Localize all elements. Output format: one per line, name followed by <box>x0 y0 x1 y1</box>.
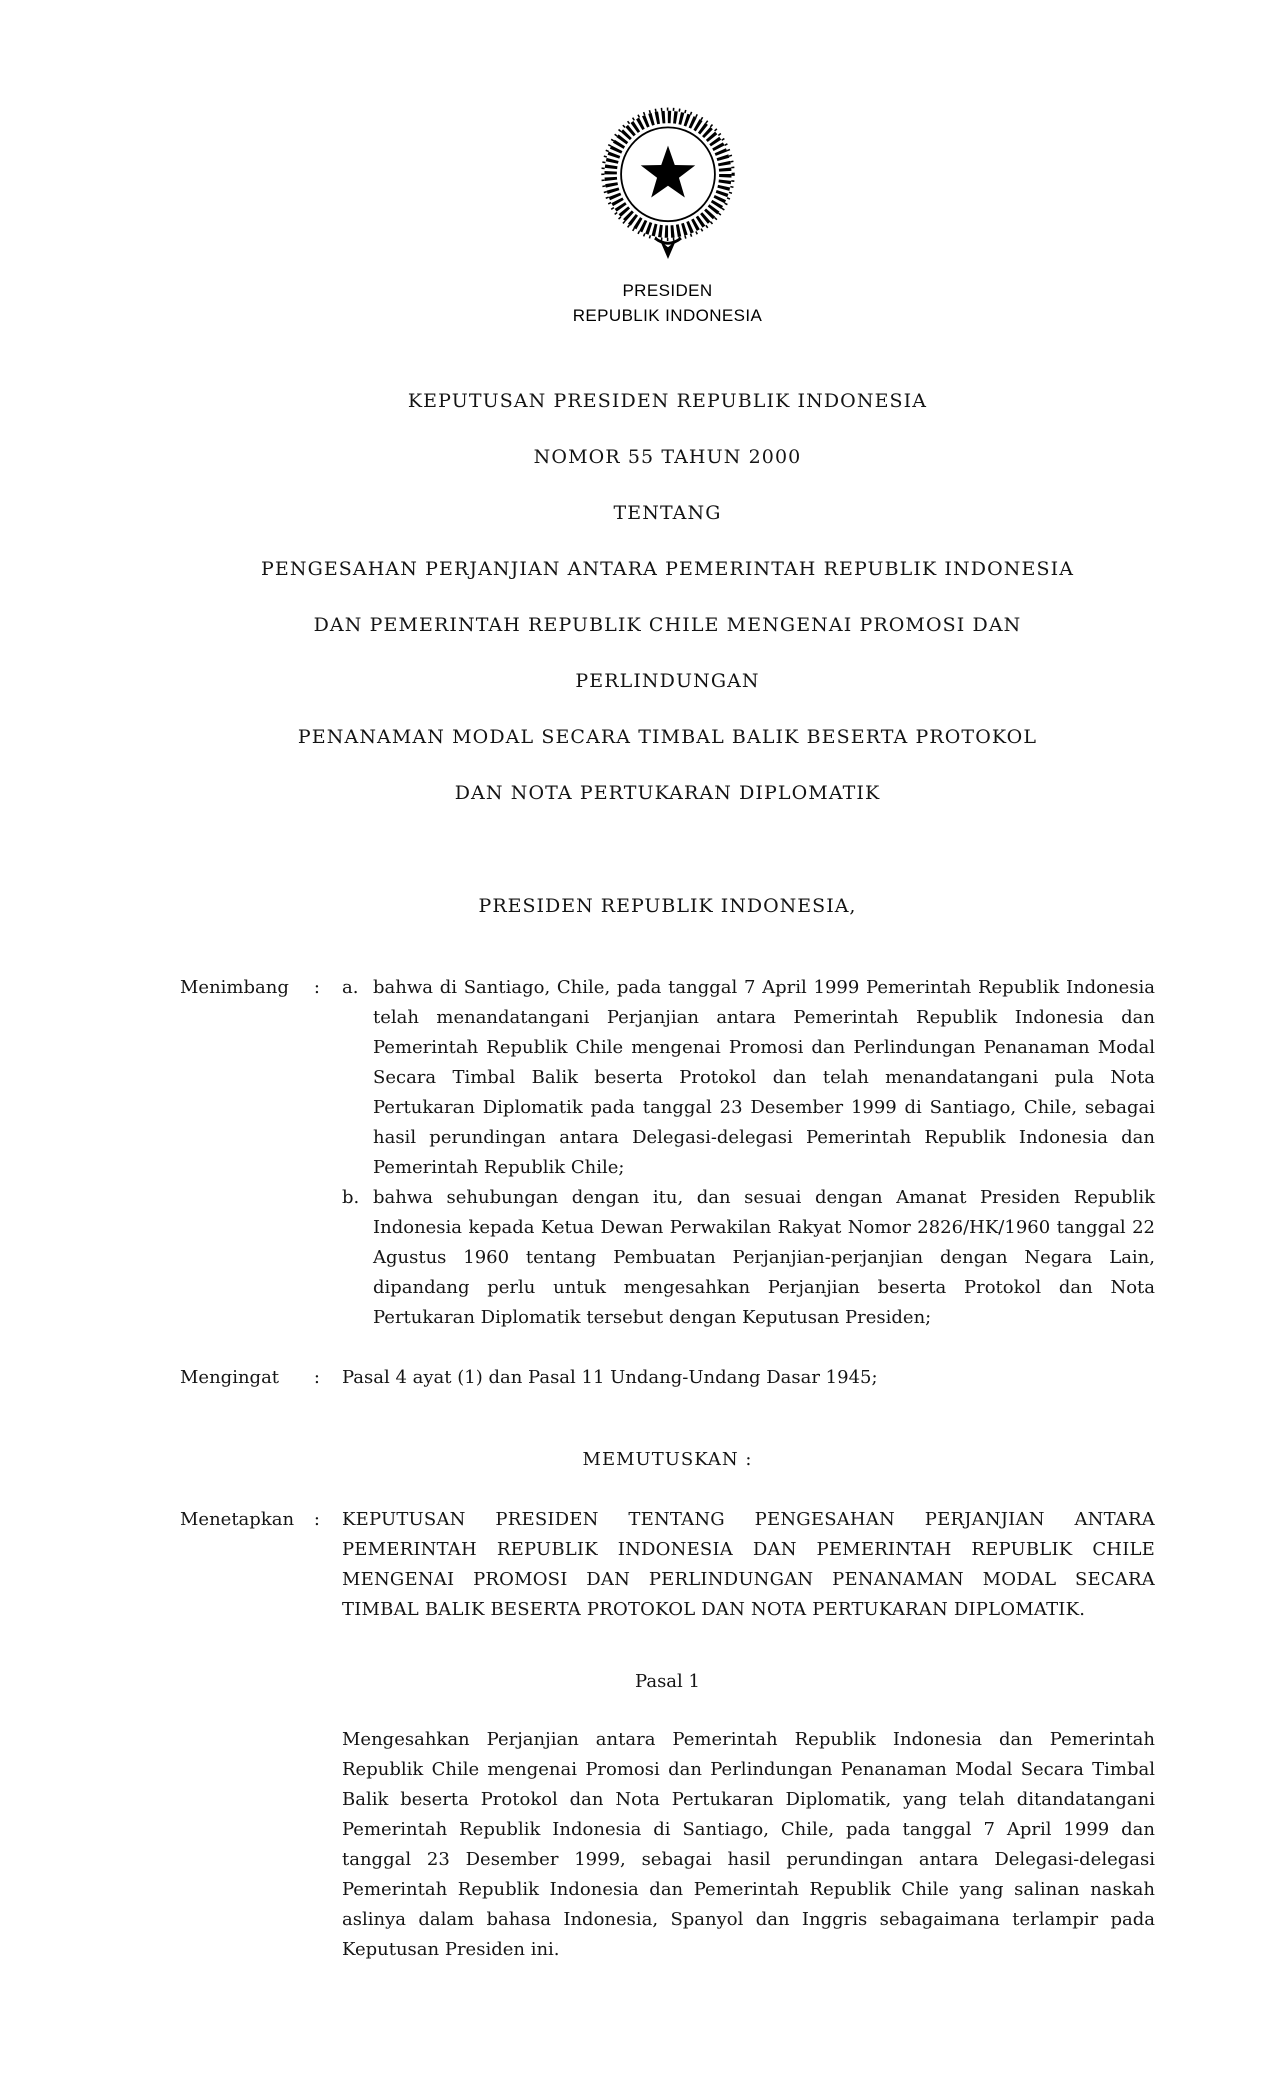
letterhead-presiden: PRESIDEN <box>622 281 713 300</box>
title-line-nomor: NOMOR 55 TAHUN 2000 <box>533 446 802 468</box>
title-line-keputusan: KEPUTUSAN PRESIDEN REPUBLIK INDONESIA <box>407 390 928 412</box>
menimbang-label <box>180 973 320 1003</box>
title-line-pengesahan: PENGESAHAN PERJANJIAN ANTARA PEMERINTAH REPUBLIK INDONESIA <box>260 558 1075 580</box>
consideration-item-a <box>342 973 1155 1183</box>
consideration-text-b: bahwa sehubungan dengan itu, dan sesuai dengan Amanat Presiden Republik Indonesia kepada Ketua Dewan Perwakilan Rakyat Nomor 2826/HK/1960 tanggal 22 Agustus 1960 tentang Pembuatan Perjanjian-perjanjian dengan Negara Lain, dipandang perlu untuk mengesahkan Perjanjian beserta Protokol dan Nota Pertukaran Diplomatik tersebut dengan Keputusan Presiden; <box>373 1187 1155 1328</box>
menimbang-label-text: Menimbang <box>180 977 289 998</box>
mengingat-label-text: Mengingat <box>180 1367 280 1388</box>
salutation: PRESIDEN REPUBLIK INDONESIA, <box>478 895 857 917</box>
letterhead-republik-indonesia: REPUBLIK INDONESIA <box>572 306 763 325</box>
mengingat-label-colon: : <box>313 1367 320 1388</box>
menimbang-body <box>342 973 1155 1333</box>
menimbang-clause <box>180 973 1155 1333</box>
title-line-tentang: TENTANG <box>613 502 722 524</box>
pasal-1-heading: Pasal 1 <box>635 1671 700 1692</box>
title-line-dan-pemerintah: DAN PEMERINTAH REPUBLIK CHILE MENGENAI PROMOSI DAN <box>313 614 1022 636</box>
presidential-seal-icon <box>589 100 747 272</box>
title-line-nota-diplomatik: DAN NOTA PERTUKARAN DIPLOMATIK <box>454 782 881 804</box>
mengingat-text: Pasal 4 ayat (1) dan Pasal 11 Undang-Undang Dasar 1945; <box>342 1367 878 1388</box>
title-line-penanaman-modal: PENANAMAN MODAL SECARA TIMBAL BALIK BESERTA PROTOKOL <box>297 726 1038 748</box>
menetapkan-label-text: Menetapkan <box>180 1509 295 1530</box>
mengingat-label <box>180 1363 320 1393</box>
mengingat-body <box>342 1363 1155 1393</box>
consideration-text-a: bahwa di Santiago, Chile, pada tanggal 7 April 1999 Pemerintah Republik Indonesia telah menandatangani Perjanjian antara Pemerintah Republik Indonesia dan Pemerintah Republik Chile mengenai Promosi dan Perlindungan Penanaman Modal Secara Timbal Balik beserta Protokol dan telah menandatangani pula Nota Pertukaran Diplomatik pada tanggal 23 Desember 1999 di Santiago, Chile, sebagai hasil perundingan antara Delegasi-delegasi Pemerintah Republik Indonesia dan Pemerintah Republik Chile; <box>373 977 1155 1178</box>
decree-title-block <box>180 390 1155 805</box>
mengingat-clause <box>180 1363 1155 1393</box>
menetapkan-body <box>342 1505 1155 1625</box>
menetapkan-label-colon: : <box>313 1509 320 1530</box>
pasal-1-body: Mengesahkan Perjanjian antara Pemerintah Republik Indonesia dan Pemerintah Republik Chile mengenai Promosi dan Perlindungan Penanaman Modal Secara Timbal Balik beserta Protokol dan Nota Pertukaran Diplomatik, yang telah ditandatangani Pemerintah Republik Indonesia di Santiago, Chile, pada tanggal 7 April 1999 dan tanggal 23 Desember 1999, sebagai hasil perundingan antara Delegasi-delegasi Pemerintah Republik Indonesia dan Pemerintah Republik Chile yang salinan naskah aslinya dalam bahasa Indonesia, Spanyol dan Inggris sebagaimana terlampir pada Keputusan Presiden ini. <box>342 1729 1155 1960</box>
item-marker-a: a. <box>342 977 359 998</box>
menetapkan-clause <box>180 1505 1155 1625</box>
letterhead <box>180 100 1155 328</box>
title-line-perlindungan: PERLINDUNGAN <box>575 670 760 692</box>
menetapkan-label <box>180 1505 320 1535</box>
memutuskan-heading: MEMUTUSKAN : <box>582 1449 753 1470</box>
consideration-item-b <box>342 1183 1155 1333</box>
menimbang-label-colon: : <box>313 977 320 998</box>
item-marker-b: b. <box>342 1187 360 1208</box>
menetapkan-text: KEPUTUSAN PRESIDEN TENTANG PENGESAHAN PERJANJIAN ANTARA PEMERINTAH REPUBLIK INDONESIA DAN PEMERINTAH REPUBLIK CHILE MENGENAI PROMOSI DAN PERLINDUNGAN PENANAMAN MODAL SECARA TIMBAL BALIK BESERTA PROTOKOL DAN NOTA PERTUKARAN DIPLOMATIK. <box>342 1509 1155 1620</box>
